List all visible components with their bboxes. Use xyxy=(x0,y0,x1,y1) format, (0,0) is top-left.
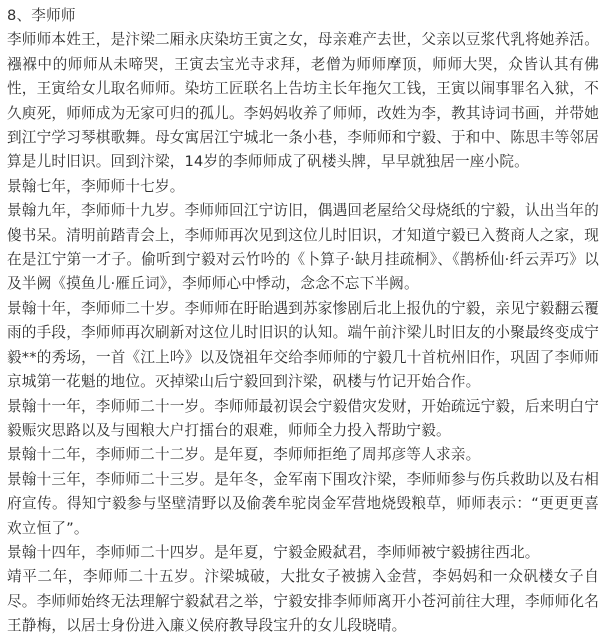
paragraph-jingping-2: 靖平二年，李师师二十五岁。汴梁城破，大批女子被掳入金营，李妈妈和一众矾楼女子自尽。李师师始终无法理解宁毅弑君之举，宁毅安排李师师离开小苍河前往大理，李师师化名王静梅，以居士身份进入廉义侯府教导段宝升的女儿段晓晴。 xyxy=(7,568,599,635)
paragraph-intro: 李师师本姓王，是汴梁二厢永庆染坊王寅之女，母亲难产去世，父亲以豆浆代乳将她养活。襁褓中的师师从未啼哭，王寅去宝光寺求拜，老僧为师师摩顶，师师大哭，众皆认其有佛性，王寅给女儿取名师师。染坊工匠联名上告坊主长年拖欠工钱，王寅以闹事罪名入狱，不久庾死，师师成为无家可归的孤儿。李妈妈收养了师师，改姓为李，教其诗词书画，并带她到江宁学习琴棋歌舞。母女寓居江宁城北一条小巷，李师师和宁毅、于和中、陈思丰等邻居算是儿时旧识。回到汴梁，14岁的李师师成了矾楼头牌，早早就独居一座小院。 xyxy=(7,31,599,171)
paragraph-year-13: 景翰十三年，李师师二十三岁。是年冬，金军南下围攻汴梁，李师师参与伤兵救助以及右相府宣传。得知宁毅参与坚壁清野以及偷袭牟驼岗金军营地烧毁粮草，师师表示：“更更更喜欢立恒了”。 xyxy=(7,470,599,537)
paragraph-year-14: 景翰十四年，李师师二十四岁。是年夏，宁毅金殿弑君，李师师被宁毅掳往西北。 xyxy=(7,543,540,561)
paragraph-year-7: 景翰七年，李师师十七岁。 xyxy=(7,177,185,195)
paragraph-year-10: 景翰十年，李师师二十岁。李师师在盱眙遇到苏家惨剧后北上报仇的宁毅，亲见宁毅翻云覆雨的手段，李师师再次刷新对这位儿时旧识的认知。端午前汴梁儿时旧友的小聚最终变成宁毅**的秀场，一首《江上吟》以及饶祖年交给李师师的宁毅几十首杭州旧作，巩固了李师师京城第一花魁的地位。灭掉梁山后宁毅回到汴梁，矾楼与竹记开始合作。 xyxy=(7,299,599,391)
paragraph-year-12: 景翰十二年，李师师二十二岁。是年夏，李师师拒绝了周邦彦等人求亲。 xyxy=(7,446,481,464)
article-body xyxy=(7,4,599,639)
paragraph-year-11: 景翰十一年，李师师二十一岁。李师师最初误会宁毅借灾发财，开始疏远宁毅，后来明白宁毅赈灾思路以及与囤粮大户打擂台的艰难，师师全力投入帮助宁毅。 xyxy=(7,397,599,439)
paragraph-year-9: 景翰九年，李师师十九岁。李师师回江宁访旧，偶遇回老屋给父母烧纸的宁毅，认出当年的傻书呆。清明前踏青会上，李师师再次见到这位儿时旧识，才知道宁毅已入赘商人之家，现在是江宁第一才子。偷听到宁毅对云竹吟的《卜算子·缺月挂疏桐》、《鹊桥仙·纤云弄巧》以及半阙《摸鱼儿·雁丘词》，李师师心中悸动，念念不忘下半阙。 xyxy=(7,202,599,293)
section-heading: 8、李师师 xyxy=(7,7,76,24)
